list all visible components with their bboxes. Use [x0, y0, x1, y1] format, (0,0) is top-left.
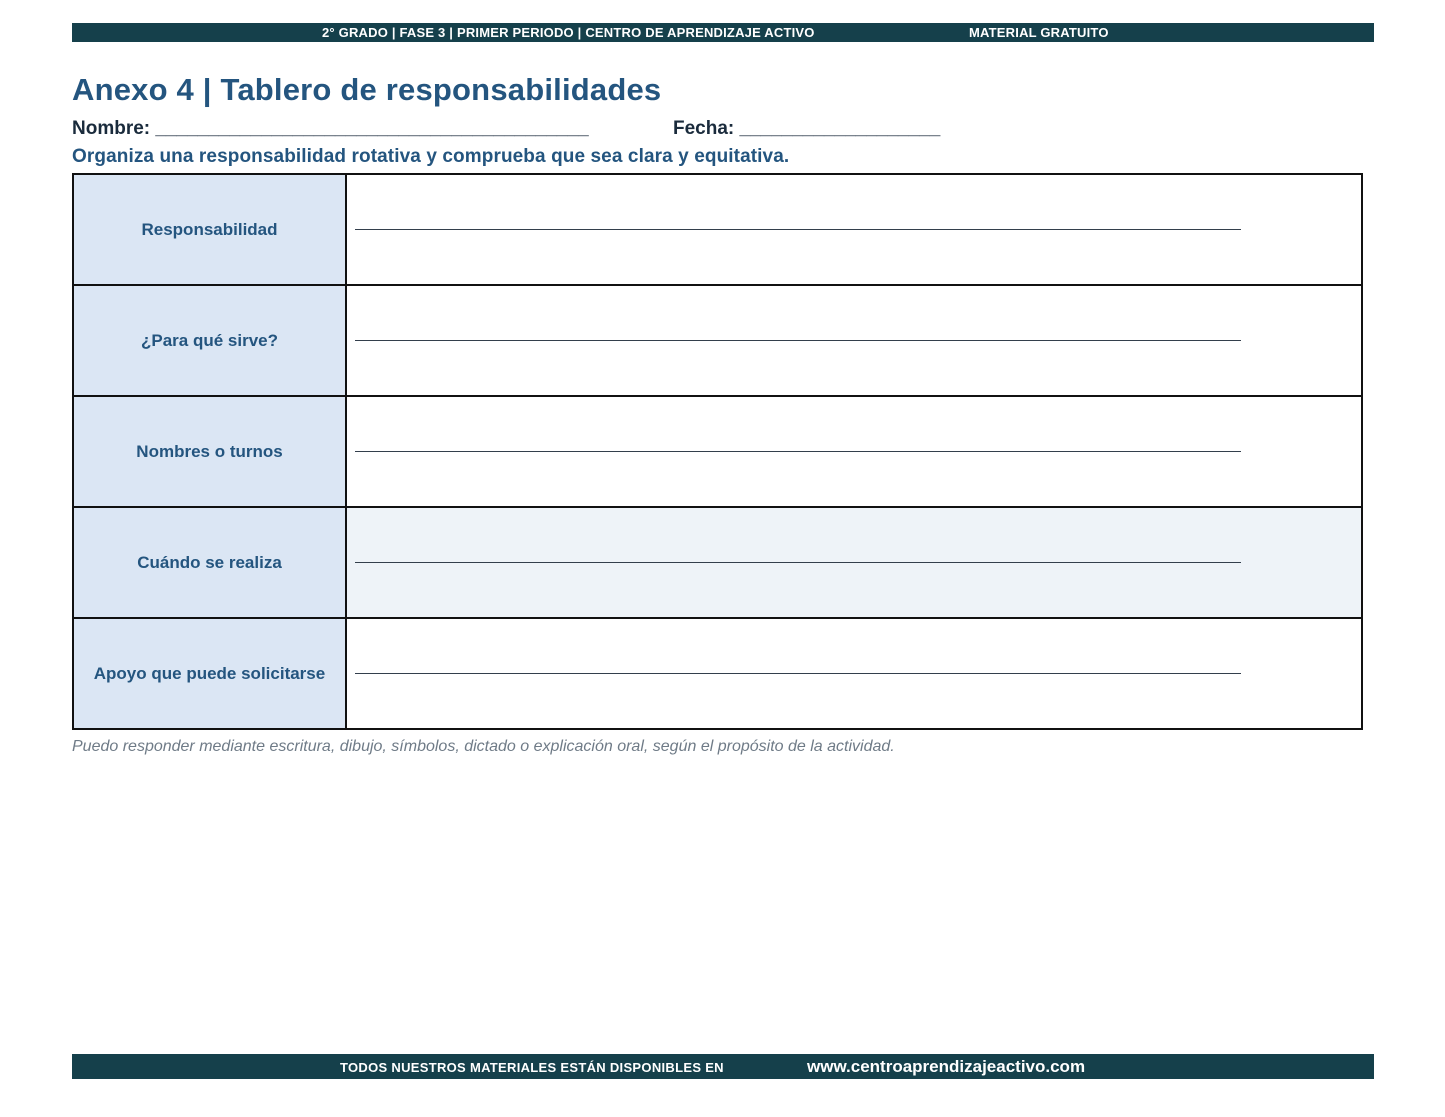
page-title: Anexo 4 | Tablero de responsabilidades — [72, 72, 662, 107]
table-row — [73, 396, 1362, 507]
writing-line — [355, 451, 1241, 452]
writing-line — [355, 673, 1241, 674]
name-field[interactable]: Nombre: _________________________________________ — [72, 118, 589, 139]
table-row — [73, 618, 1362, 729]
writing-line — [355, 229, 1241, 230]
table-row — [73, 507, 1362, 618]
top-banner — [72, 23, 1374, 42]
footer-message: TODOS NUESTROS MATERIALES ESTÁN DISPONIBLES EN — [340, 1060, 724, 1075]
responsibility-board — [72, 173, 1363, 730]
footer-website-link[interactable]: www.centroaprendizajeactivo.com — [807, 1057, 1086, 1076]
banner-free-material: MATERIAL GRATUITO — [969, 25, 1109, 40]
row-label: ¿Para qué sirve? — [73, 285, 346, 396]
row-label: Apoyo que puede solicitarse — [73, 618, 346, 729]
writing-line — [355, 562, 1241, 563]
row-label: Responsabilidad — [73, 174, 346, 285]
answer-cell[interactable] — [346, 507, 1362, 618]
date-field[interactable]: Fecha: ___________________ — [673, 118, 941, 139]
student-fields — [72, 118, 941, 140]
answer-cell[interactable] — [346, 396, 1362, 507]
row-label: Cuándo se realiza — [73, 507, 346, 618]
instruction-text: Organiza una responsabilidad rotativa y comprueba que sea clara y equitativa. — [72, 146, 790, 167]
answer-cell[interactable] — [346, 618, 1362, 729]
banner-grade-info: 2° GRADO | FASE 3 | PRIMER PERIODO | CENTRO DE APRENDIZAJE ACTIVO — [322, 25, 815, 40]
response-note: Puedo responder mediante escritura, dibujo, símbolos, dictado o explicación oral, según el propósito de la actividad. — [72, 738, 895, 755]
answer-cell[interactable] — [346, 285, 1362, 396]
row-label: Nombres o turnos — [73, 396, 346, 507]
writing-line — [355, 340, 1241, 341]
bottom-banner — [72, 1054, 1374, 1079]
table-row — [73, 174, 1362, 285]
answer-cell[interactable] — [346, 174, 1362, 285]
table-row — [73, 285, 1362, 396]
